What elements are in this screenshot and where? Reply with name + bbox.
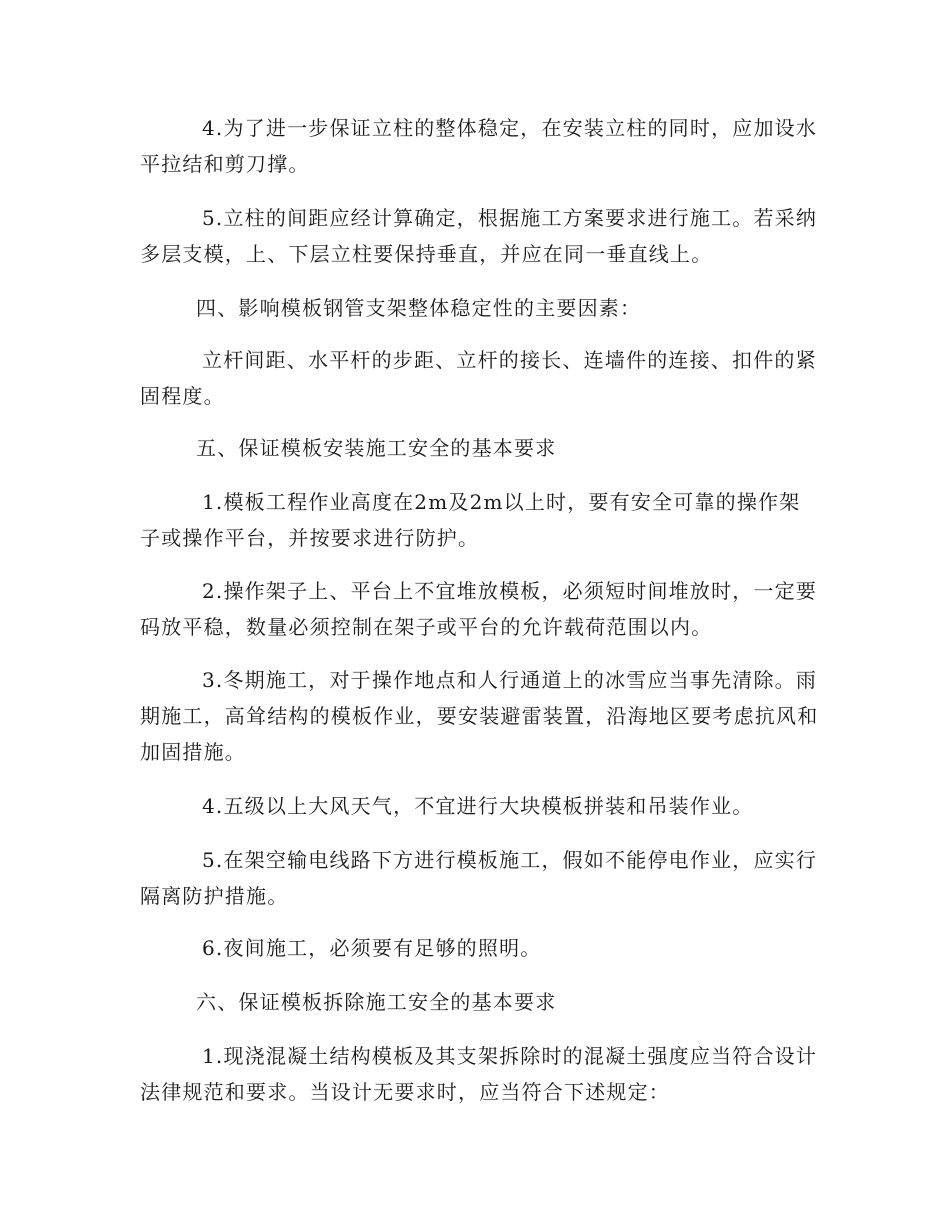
paragraph-power-lines: 5.在架空输电线路下方进行模板施工，假如不能停电作业，应实行隔离防护措施。 (140, 848, 818, 908)
section-heading-stability-factors: 四、影响模板钢管支架整体稳定性的主要因素： (196, 296, 642, 320)
paragraph-night-lighting: 6.夜间施工，必须要有足够的照明。 (202, 936, 542, 960)
paragraph-stability-factors: 立杆间距、水平杆的步距、立杆的接长、连墙件的连接、扣件的紧固程度。 (140, 348, 817, 408)
paragraph-concrete-strength: 1.现浇混凝土结构模板及其支架拆除时的混凝土强度应当符合设计法律规范和要求。当设计无要求时，应当符合下述规定： (140, 1044, 818, 1104)
paragraph-column-bracing: 4.为了进一步保证立柱的整体稳定，在安装立柱的同时，应加设水平拉结和剪刀撑。 (140, 116, 818, 176)
paragraph-stacking-formwork: 2.操作架子上、平台上不宜堆放模板，必须短时间堆放时，一定要码放平稳，数量必须控制在架子或平台的允许载荷范围以内。 (140, 579, 818, 639)
paragraph-working-height: 1.模板工程作业高度在2m及2m以上时，要有安全可靠的操作架子或操作平台，并按要求进行防护。 (140, 490, 801, 550)
section-heading-removal-safety: 六、保证模板拆除施工安全的基本要求 (196, 990, 557, 1014)
section-heading-installation-safety: 五、保证模板安装施工安全的基本要求 (196, 436, 557, 460)
paragraph-seasonal-construction: 3.冬期施工，对于操作地点和人行通道上的冰雪应当事先清除。雨期施工，高耸结构的模板作业，要安装避雷装置，沿海地区要考虑抗风和加固措施。 (140, 668, 819, 764)
paragraph-high-wind: 4.五级以上大风天气，不宜进行大块模板拼装和吊装作业。 (202, 794, 754, 818)
paragraph-column-spacing: 5.立柱的间距应经计算确定，根据施工方案要求进行施工。若采纳多层支模，上、下层立柱要保持垂直，并应在同一垂直线上。 (140, 206, 818, 266)
